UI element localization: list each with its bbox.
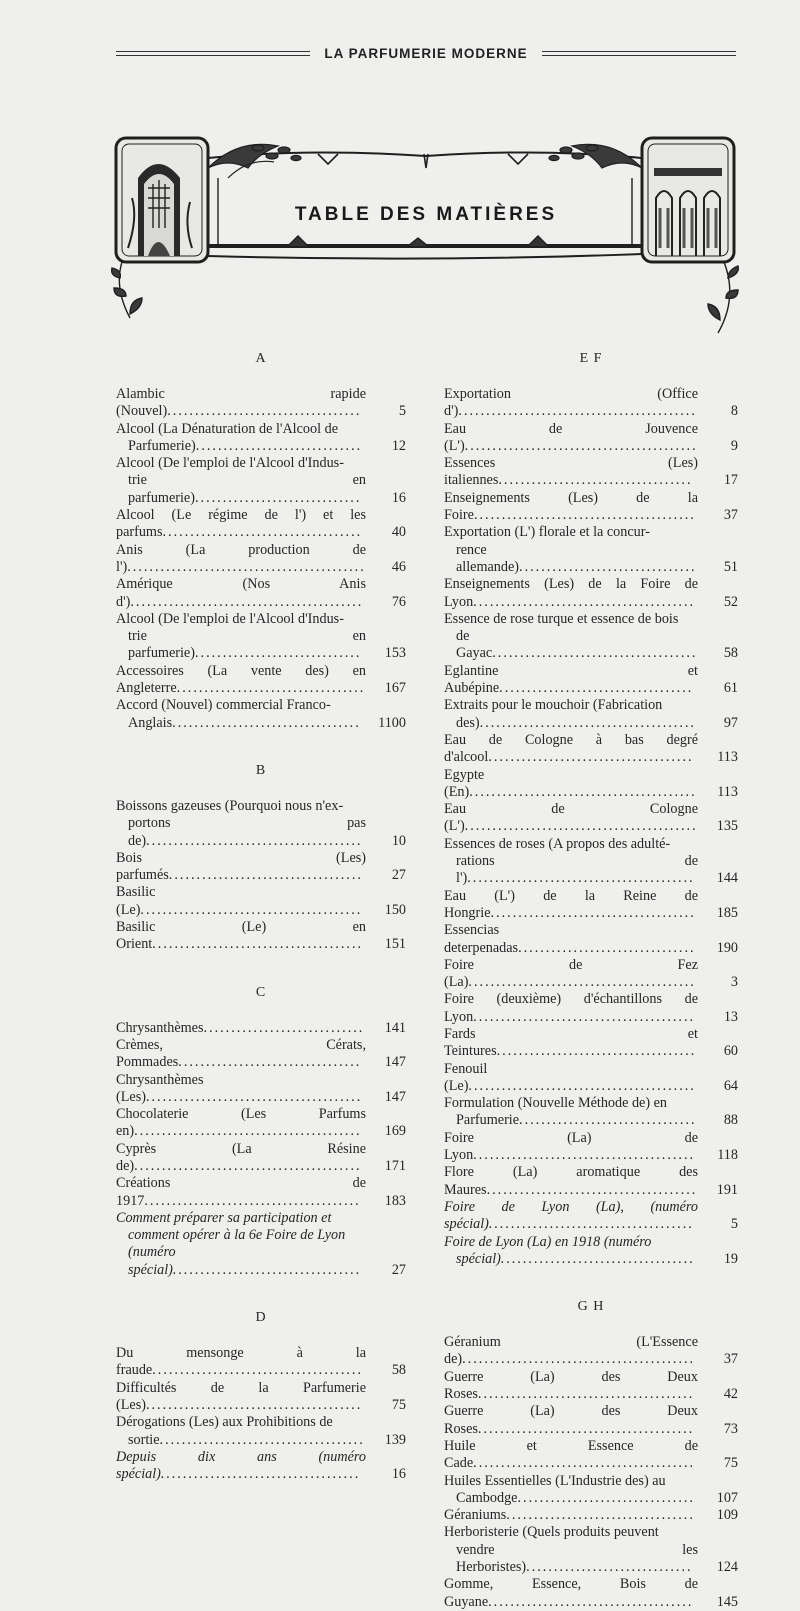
page-number: 76 [391,593,406,610]
entry-title: Enseignements (Les) de la Foire de Lyon........................................ [444,576,698,610]
dot-leader: .............................. [526,1559,693,1575]
entry-title-continued: vendre les Herboristes).............................. [456,1541,698,1575]
entry-title: Eau de Cologne à bas degré d'alcool..................................... [444,731,698,766]
toc-entry [444,1234,738,1269]
entry-title: Depuis dix ans (numéro spécial).................................... [116,1448,366,1483]
dot-leader: ........................................ [473,507,696,524]
toc-entry [444,1369,738,1404]
toc-entry [444,1576,738,1611]
entry-title: Géranium (L'Essence de).......................................... [444,1334,698,1368]
toc-entry [116,611,406,663]
entry-title: Foire (La) de Lyon........................................ [444,1129,698,1164]
page-number: 113 [717,783,738,800]
dot-leader: ........................................ [473,1147,696,1164]
page-number: 124 [716,1559,738,1575]
page-number: 135 [716,818,738,835]
page-number: 107 [716,1489,738,1506]
section-letter: A [255,351,267,366]
page-number: 150 [384,901,406,918]
page-number: 141 [384,1019,406,1036]
entry-title: Eau de Cologne (L').......................................... [444,801,698,835]
entry-title-continued: (numéro spécial).................................. [128,1244,362,1278]
dot-leader: ................................ [519,1112,697,1129]
dot-leader: ................................ [518,939,696,956]
toc-entry [116,850,406,885]
page-number: 12 [391,437,406,454]
dot-leader: .......................................... [130,593,364,610]
entry-title: Bois (Les) parfumés................................... [116,849,366,884]
dot-leader: ...................................... [486,1181,698,1198]
entry-title-continued: trie en parfumerie).............................. [128,628,366,662]
toc-entry [116,663,406,698]
toc-entry [116,1141,406,1176]
toc-section [116,348,406,732]
toc-entry [116,1414,406,1449]
running-head [116,42,736,64]
entry-title: Herboristerie (Quels produits peuvent [444,1524,659,1541]
entry-title: Chrysanthèmes (Les)....................................... [116,1071,363,1105]
entry-title: Créations de 1917....................................... [116,1175,366,1209]
toc-entry [444,836,738,888]
page-number: 97 [723,714,738,731]
page-number: 27 [391,867,406,884]
entry-title: Basilic (Le)........................................ [116,884,363,918]
dot-leader: ........................................ [473,593,696,610]
entry-title: Exportation (L') florale et la concur- [444,524,650,541]
toc-entry [444,1473,738,1508]
section-letter: B [255,762,267,778]
toc-section [116,760,406,954]
dot-leader: ..................................... [490,904,696,921]
dot-leader: ....................................... [145,1088,363,1105]
toc-entry [444,1130,738,1165]
dot-leader: ......................................... [468,974,696,991]
page-number: 17 [723,472,738,489]
toc-section [444,1296,738,1611]
page-number: 5 [398,403,406,420]
dot-leader: ..................................... [492,645,698,662]
entry-title: Du mensonge à la fraude...................................... [116,1345,366,1379]
toc-entry [444,611,738,663]
dot-leader: .................................... [496,1043,697,1060]
entry-title: Chrysanthèmes............................. [116,1019,365,1036]
dot-leader: .................................... [162,524,363,541]
entry-title: Guerre (La) des Deux Roses....................................... [444,1403,698,1437]
section-spacer [116,732,406,760]
entry-title: Alcool (Le régime de l') et les parfums.................................... [116,507,366,541]
dot-leader: ................................. [178,1054,362,1071]
dot-leader: ................................... [498,472,693,489]
entry-title: Extraits pour le mouchoir (Fabrication [444,697,663,714]
toc-entry [444,732,738,767]
entry-title: Foire de Lyon (La) en 1918 (numéro [444,1233,652,1250]
toc-entry [444,524,738,576]
section-letter: E F [579,351,603,366]
toc-entry [444,1164,738,1199]
entry-title-continued: spécial)................................... [456,1250,696,1267]
dot-leader: ........................................... [458,403,697,420]
page-number: 37 [723,1351,738,1368]
section-header-spacer [116,782,406,798]
toc-entry [444,1026,738,1061]
page-number: 191 [716,1181,738,1198]
page-number: 145 [716,1593,738,1610]
page-number: 27 [391,1261,406,1278]
entry-title-continued: Parfumerie................................ [456,1112,697,1129]
dot-leader: ....................................... [479,714,696,731]
toc-entry [444,767,738,802]
toc-entry [116,1380,406,1415]
dot-leader: ......................................... [134,1123,362,1140]
toc-entry [444,697,738,732]
page-number: 151 [384,936,406,953]
entry-title: Flore (La) aromatique des Maures...................................... [444,1164,698,1198]
dot-leader: ....................................... [144,1192,361,1209]
toc-entry [116,1020,406,1037]
page-number: 113 [717,749,738,766]
entry-title: Dérogations (Les) aux Prohibitions de [116,1414,333,1431]
entry-title: Essencias deterpenadas................................ [444,922,696,956]
entry-title: Alcool (La Dénaturation de l'Alcool de [116,420,338,437]
entry-title: Essences de roses (A propos des adulté- [444,835,671,852]
dot-leader: ......................................... [467,870,695,887]
toc-entry [444,1524,738,1576]
page-number: 58 [391,1362,406,1379]
entry-title-continued: des)....................................... [456,714,696,731]
section-letter: G H [577,1299,605,1315]
page-number: 139 [384,1431,406,1448]
toc-entry [116,386,406,421]
toc-right-column [444,348,738,1611]
entry-title: Accessoires (La vente des) en Angleterre.................................. [116,662,366,697]
page-number: 185 [716,904,738,921]
toc-entry [444,576,738,611]
page-number: 118 [717,1147,738,1164]
toc-entry [444,801,738,836]
entry-title: Exportation (Office d')........................................... [444,386,698,420]
entry-title: Amérique (Nos Anis d').......................................... [116,576,366,610]
dot-leader: .............................. [194,489,362,506]
dot-leader: ............................. [203,1019,365,1036]
toc-entry [116,455,406,507]
page-number: 88 [723,1112,738,1129]
dot-leader: ................................... [168,867,363,884]
entry-title: Chocolaterie (Les Parfums en)......................................... [116,1106,366,1140]
entry-title: Huiles Essentielles (L'Industrie des) au [444,1472,666,1489]
page-number: 37 [723,507,738,524]
section-header-spacer [444,370,738,386]
dot-leader: ................................ [517,1489,695,1506]
toc-entry [116,884,406,919]
dot-leader: ....................................... [477,1420,695,1437]
entry-title: Fards et Teintures.................................... [444,1025,698,1060]
banner-title: TABLE DES MATIÈRES [294,204,558,225]
entry-title-continued: comment opérer à la 6e Foire de Lyon [128,1227,346,1244]
entry-title: Difficultés de la Parfumerie (Les)....................................... [116,1379,366,1413]
entry-title: Foire de Fez (La)......................................... [444,956,698,991]
page-number: 1100 [378,714,406,731]
entry-title-continued: rations de l')......................................... [456,853,698,887]
toc-section [116,1307,406,1483]
section-header-spacer [444,1318,738,1334]
toc-entry [444,490,738,525]
page-number: 147 [384,1054,406,1071]
page-number: 42 [723,1386,738,1403]
entry-title: Egypte (En)......................................... [444,766,697,800]
dot-leader: ......................................... [469,783,697,800]
page-number: 73 [723,1420,738,1437]
dot-leader: ................................ [519,558,697,575]
page-number: 64 [723,1077,738,1094]
dot-leader: .......................................... [464,818,698,835]
entry-title: Crèmes, Cérats, Pommades................................. [116,1036,366,1071]
toc-entry [116,1210,406,1279]
page-number: 58 [723,645,738,662]
dot-leader: ....................................... [145,1396,363,1413]
banner-illustration [108,128,744,338]
entry-title-continued: Parfumerie).............................. [128,437,363,454]
entry-title: Essence de rose turque et essence de bois [444,610,679,627]
toc-entry [116,542,406,577]
entry-title: Alambic rapide (Nouvel)................................... [116,386,366,420]
toc-entry [444,455,738,490]
toc-entry [116,507,406,542]
toc-entry [444,386,738,421]
page-number: 3 [730,974,738,991]
dot-leader: .................................. [172,1261,362,1278]
entry-title-continued: sortie..................................... [128,1431,365,1448]
page-number: 147 [384,1088,406,1105]
dot-leader: ................................... [500,1250,696,1267]
entry-title: Fenouil (Le)......................................... [444,1060,696,1094]
dot-leader: ..................................... [488,749,694,766]
page-number: 169 [384,1123,406,1140]
dot-leader: ........................................ [473,1008,696,1025]
toc-entry [444,1334,738,1369]
page-number: 46 [391,558,406,575]
dot-leader: ................................... [499,680,694,697]
page-number: 61 [723,680,738,697]
head-rule-left [116,51,310,56]
toc-entry [116,1345,406,1380]
entry-title-continued: rence allemande)................................ [456,541,697,575]
entry-title: Géraniums.................................. [444,1507,695,1524]
page-number: 16 [391,1466,406,1483]
entry-title: Gomme, Essence, Bois de Guyane..................................... [444,1576,698,1610]
section-header-spacer [116,1329,406,1345]
page-number: 60 [723,1043,738,1060]
toc-entry [444,1061,738,1096]
section-header-spacer [116,1004,406,1020]
toc-entry [116,421,406,456]
section-letter: C [255,984,267,1000]
dot-leader: ..................................... [488,1593,694,1610]
toc-entry [444,1507,738,1524]
dot-leader: ...................................... [152,936,364,953]
dot-leader: ...................................... [152,1362,364,1379]
dot-leader: .................................. [172,714,361,731]
toc-entry [116,919,406,954]
entry-title: Eau (L') de la Reine de Hongrie..................................... [444,887,698,921]
section-spacer [116,1279,406,1307]
page-number: 52 [723,593,738,610]
dot-leader: ..................................... [159,1431,365,1448]
toc-entry [116,1449,406,1484]
page-number: 153 [384,645,406,662]
toc-section [444,348,738,1268]
entry-title-continued: trie en parfumerie).............................. [128,472,366,506]
dot-leader: ....................................... [477,1386,695,1403]
page-number: 13 [723,1008,738,1025]
page-number: 19 [723,1250,738,1267]
page-number: 10 [391,832,406,849]
entry-title-continued: Anglais.................................. [128,714,361,731]
entry-title: Boissons gazeuses (Pourquoi nous n'ex- [116,797,344,814]
section-letter: D [255,1310,267,1326]
toc-entry [444,1199,738,1234]
dot-leader: .................................... [160,1466,361,1483]
entry-title: Comment préparer sa participation et [116,1209,332,1226]
entry-title: Formulation (Nouvelle Méthode de) en [444,1095,668,1112]
dot-leader: ....................................... [146,832,363,849]
section-header-spacer [116,370,406,386]
dot-leader: .......................................... [464,437,698,454]
toc-entry [444,1095,738,1130]
page-number: 75 [391,1396,406,1413]
page-number: 8 [730,403,738,420]
entry-title: Cyprès (La Résine de)......................................... [116,1140,366,1174]
journal-title: LA PARFUMERIE MODERNE [324,45,528,61]
toc-entry [444,991,738,1026]
entry-title: Guerre (La) des Deux Roses....................................... [444,1368,698,1403]
dot-leader: .................................. [506,1507,695,1524]
entry-title-continued: portons pas de)....................................... [128,815,366,849]
entry-title: Eglantine et Aubépine................................... [444,662,698,697]
page-number: 171 [384,1157,406,1174]
toc-entry [116,576,406,611]
toc-entry [444,1438,738,1473]
entry-title: Alcool (De l'emploi de l'Alcool d'Indus- [116,610,344,627]
entry-title: Anis (La production de l')........................................... [116,541,366,575]
section-spacer [116,954,406,982]
entry-title: Basilic (Le) en Orient...................................... [116,919,366,953]
page-number: 144 [716,870,738,887]
page-number: 75 [723,1455,738,1472]
page-number: 16 [391,489,406,506]
dot-leader: ......................................... [134,1157,362,1174]
page-number: 167 [384,680,406,697]
page-number: 183 [384,1192,406,1209]
toc-entry [444,888,738,923]
section-spacer [444,1268,738,1296]
dot-leader: ........................................... [127,558,366,575]
dot-leader: ........................................ [140,901,363,918]
dot-leader: ......................................... [468,1077,696,1094]
page-number: 109 [716,1507,738,1524]
page-number: 5 [730,1216,738,1233]
toc-entry [116,798,406,850]
page-number: 51 [723,558,738,575]
entry-title: Alcool (De l'emploi de l'Alcool d'Indus- [116,455,344,472]
head-rule-right [542,51,736,56]
toc-entry [116,1072,406,1107]
dot-leader: ................................... [167,403,362,420]
decorative-banner [108,128,744,338]
entry-title: Accord (Nouvel) commercial Franco- [116,697,331,714]
toc-entry [116,1106,406,1141]
entry-title: Eau de Jouvence (L').......................................... [444,420,698,454]
dot-leader: .............................. [194,645,362,662]
toc-entry [444,663,738,698]
dot-leader: .......................................... [462,1351,696,1368]
toc-section [116,982,406,1279]
dot-leader: .................................. [176,680,366,697]
toc-entry [116,1175,406,1210]
page-number: 40 [391,524,406,541]
toc-entry [444,957,738,992]
dot-leader: ........................................ [473,1455,696,1472]
entry-title-continued: Cambodge................................ [456,1489,695,1506]
entry-title: Foire (deuxième) d'échantillons de Lyon........................................ [444,991,698,1025]
toc-entry [444,421,738,456]
toc-left-column [116,348,406,1483]
entry-title: Enseignements (Les) de la Foire........................................ [444,489,698,524]
dot-leader: .............................. [195,437,363,454]
toc-entry [116,1037,406,1072]
toc-entry [116,697,406,732]
entry-title-continued: de Gayac..................................... [456,628,698,662]
entry-title: Essences (Les) italiennes................................... [444,455,698,489]
page-number: 9 [730,437,738,454]
toc-entry [444,922,738,957]
toc-entry [444,1403,738,1438]
entry-title: Foire de Lyon (La), (numéro spécial)..................................... [444,1198,698,1233]
page-number: 190 [716,939,738,956]
dot-leader: ..................................... [488,1216,695,1233]
entry-title: Huile et Essence de Cade........................................ [444,1437,698,1472]
